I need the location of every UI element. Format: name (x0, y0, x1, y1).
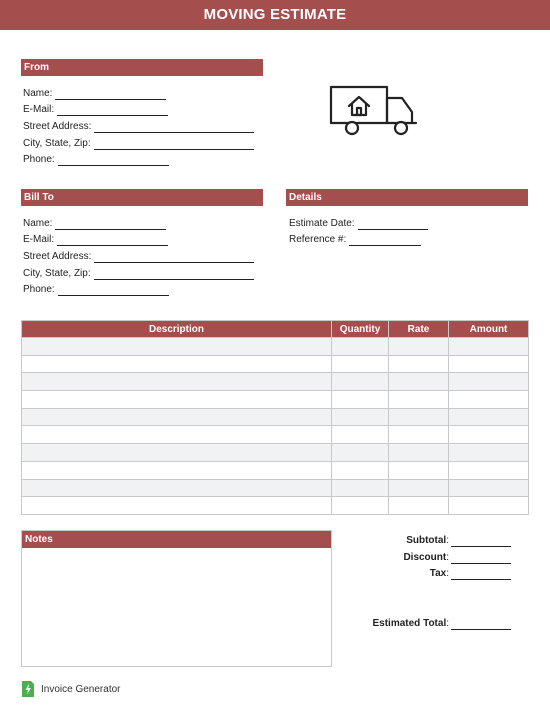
rate-cell[interactable] (389, 355, 449, 373)
table-row (22, 338, 529, 356)
quantity-cell[interactable] (332, 444, 389, 462)
quantity-cell[interactable] (332, 373, 389, 391)
from-email-field[interactable]: E-Mail: (23, 103, 168, 116)
description-cell[interactable] (22, 338, 332, 356)
bill-phone-field[interactable]: Phone: (23, 283, 169, 296)
moving-truck-icon (328, 84, 418, 140)
bill-name-field[interactable]: Name: (23, 217, 166, 230)
notes-box[interactable] (21, 530, 332, 667)
brand-name: Invoice Generator (41, 683, 121, 695)
rate-cell[interactable] (389, 479, 449, 497)
rate-cell[interactable] (389, 497, 449, 515)
description-cell[interactable] (22, 355, 332, 373)
estimated-total-field[interactable]: Estimated Total : (373, 617, 512, 630)
from-street-field[interactable]: Street Address: (23, 120, 254, 133)
col-header-amount: Amount (449, 321, 529, 338)
quantity-cell[interactable] (332, 355, 389, 373)
table-row (22, 426, 529, 444)
bill-city-field[interactable]: City, State, Zip: (23, 267, 254, 280)
bill-email-field[interactable]: E-Mail: (23, 233, 168, 246)
amount-cell[interactable] (449, 391, 529, 409)
rate-cell[interactable] (389, 373, 449, 391)
footer-brand (22, 680, 121, 698)
table-row (22, 373, 529, 391)
bill-to-heading: Bill To (21, 189, 263, 206)
amount-cell[interactable] (449, 355, 529, 373)
quantity-cell[interactable] (332, 426, 389, 444)
description-cell[interactable] (22, 497, 332, 515)
quantity-cell[interactable] (332, 391, 389, 409)
col-header-quantity: Quantity (332, 321, 389, 338)
quantity-cell[interactable] (332, 338, 389, 356)
description-cell[interactable] (22, 444, 332, 462)
amount-cell[interactable] (449, 444, 529, 462)
table-row (22, 479, 529, 497)
rate-cell[interactable] (389, 461, 449, 479)
notes-heading: Notes (22, 531, 331, 548)
quantity-cell[interactable] (332, 479, 389, 497)
description-cell[interactable] (22, 479, 332, 497)
amount-cell[interactable] (449, 338, 529, 356)
from-name-field[interactable]: Name: (23, 87, 166, 100)
rate-cell[interactable] (389, 391, 449, 409)
table-row (22, 391, 529, 409)
bolt-logo-icon (22, 681, 34, 697)
table-row (22, 408, 529, 426)
rate-cell[interactable] (389, 426, 449, 444)
table-row (22, 461, 529, 479)
table-row (22, 444, 529, 462)
description-cell[interactable] (22, 426, 332, 444)
bill-street-field[interactable]: Street Address: (23, 250, 254, 263)
description-cell[interactable] (22, 391, 332, 409)
amount-cell[interactable] (449, 497, 529, 515)
from-phone-field[interactable]: Phone: (23, 153, 169, 166)
rate-cell[interactable] (389, 408, 449, 426)
subtotal-field[interactable]: Subtotal : (406, 534, 511, 547)
rate-cell[interactable] (389, 338, 449, 356)
amount-cell[interactable] (449, 373, 529, 391)
tax-field[interactable]: Tax : (430, 567, 511, 580)
amount-cell[interactable] (449, 479, 529, 497)
table-row (22, 497, 529, 515)
from-city-field[interactable]: City, State, Zip: (23, 137, 254, 150)
quantity-cell[interactable] (332, 408, 389, 426)
description-cell[interactable] (22, 408, 332, 426)
page-title: MOVING ESTIMATE (0, 0, 550, 30)
description-cell[interactable] (22, 461, 332, 479)
col-header-description: Description (22, 321, 332, 338)
quantity-cell[interactable] (332, 461, 389, 479)
table-row (22, 355, 529, 373)
description-cell[interactable] (22, 373, 332, 391)
col-header-rate: Rate (389, 321, 449, 338)
quantity-cell[interactable] (332, 497, 389, 515)
items-table (21, 320, 529, 515)
amount-cell[interactable] (449, 426, 529, 444)
discount-field[interactable]: Discount : (403, 551, 511, 564)
rate-cell[interactable] (389, 444, 449, 462)
from-heading: From (21, 59, 263, 76)
reference-field[interactable]: Reference #: (289, 233, 421, 246)
amount-cell[interactable] (449, 461, 529, 479)
details-heading: Details (286, 189, 528, 206)
amount-cell[interactable] (449, 408, 529, 426)
estimate-date-field[interactable]: Estimate Date: (289, 217, 428, 230)
